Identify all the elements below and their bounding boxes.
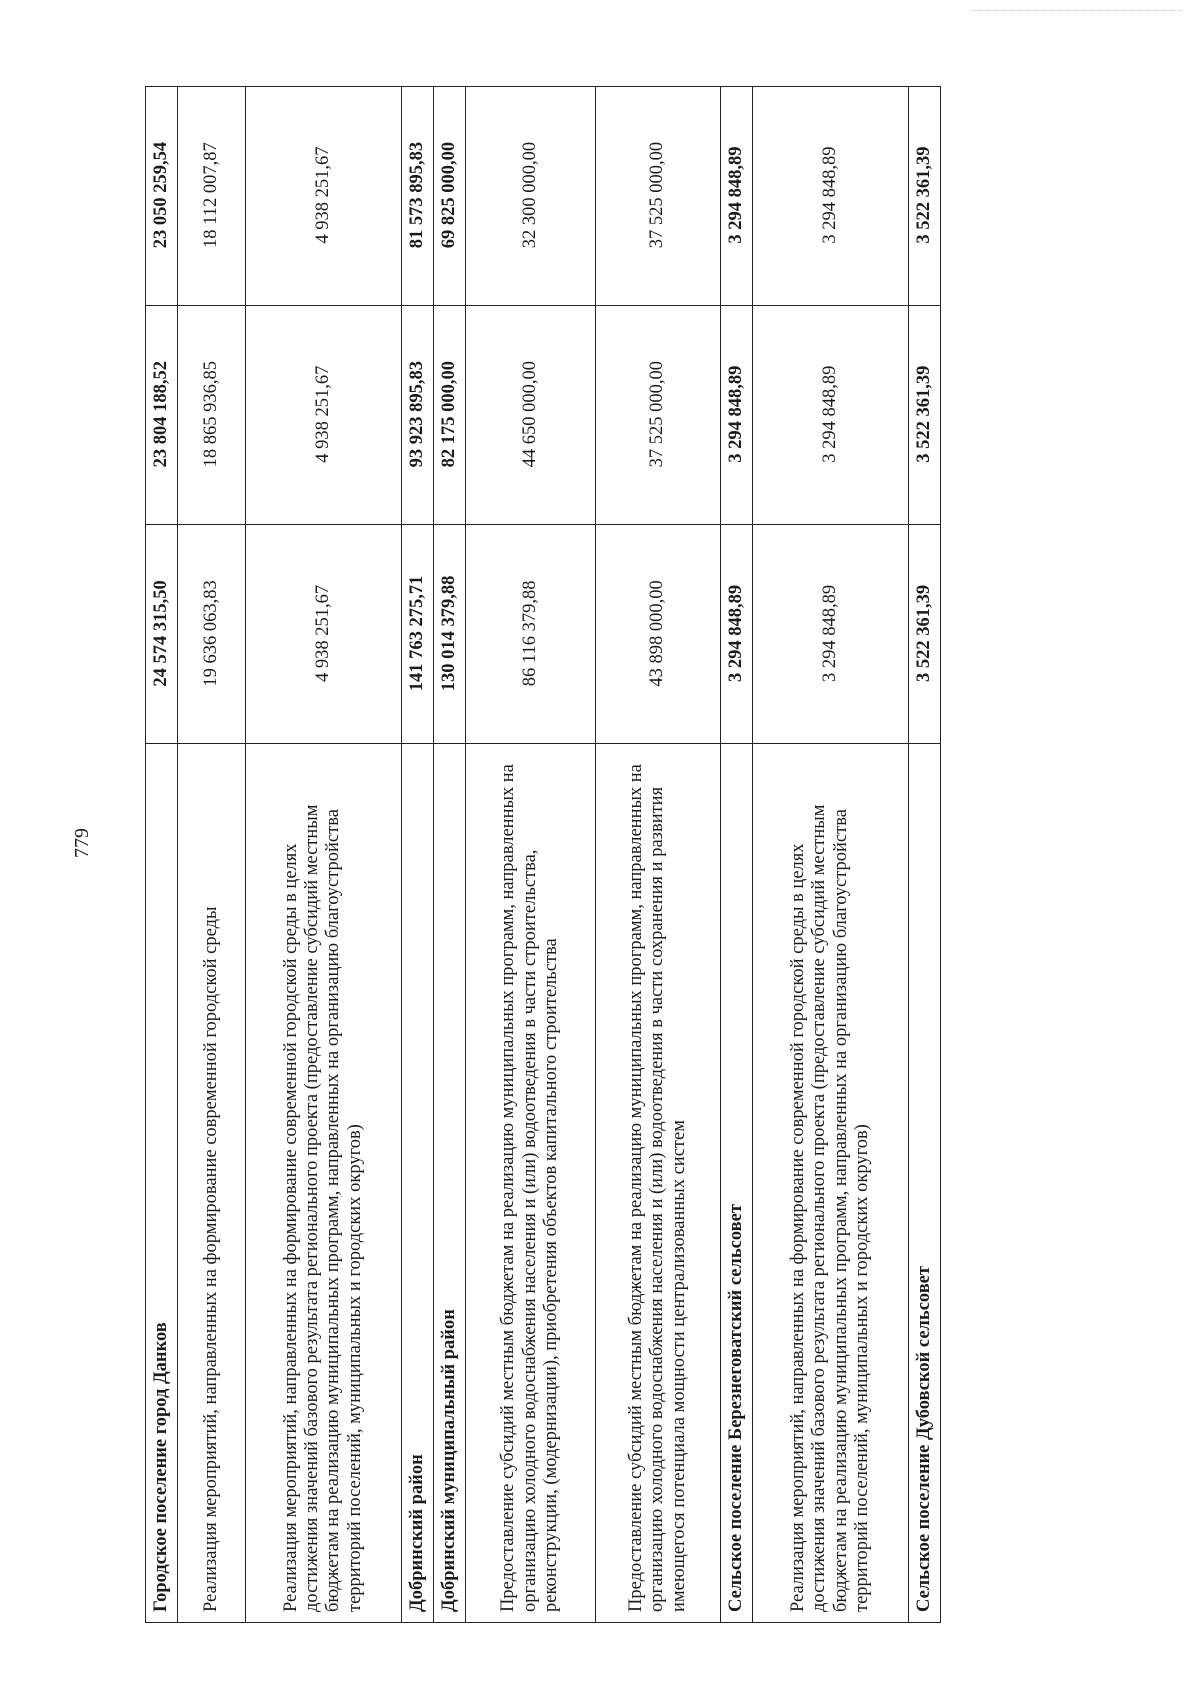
table-row (401, 87, 433, 1623)
row-value-2: 3 522 361,39 (908, 306, 940, 525)
row-value-1: 3 294 848,89 (721, 525, 753, 744)
row-name: Реализация мероприятий, направленных на формирование современной городской среды в целях достижения значений базового результата регионального проекта (предоставление субсидий местным бюджетам на реализацию муниципальных программ, направленных на организацию благоустройства территорий поселений, муниципальных и городских округов) (753, 744, 909, 1623)
row-value-2: 23 804 188,52 (146, 306, 178, 525)
row-value-3: 37 525 000,00 (595, 87, 721, 306)
table-row (433, 87, 465, 1623)
row-value-3: 3 294 848,89 (721, 87, 753, 306)
row-value-2: 82 175 000,00 (433, 306, 465, 525)
table-row (465, 87, 595, 1623)
table-row (146, 87, 178, 1623)
row-value-1: 3 522 361,39 (908, 525, 940, 744)
row-value-1: 130 014 379,88 (433, 525, 465, 744)
table-row (908, 87, 940, 1623)
budget-table-rotated (145, 86, 941, 1623)
budget-table (145, 86, 941, 1623)
row-value-2: 4 938 251,67 (246, 306, 402, 525)
row-value-2: 44 650 000,00 (465, 306, 595, 525)
row-name: Городское поселение город Данков (146, 744, 178, 1623)
row-value-3: 3 522 361,39 (908, 87, 940, 306)
row-value-3: 23 050 259,54 (146, 87, 178, 306)
table-row (595, 87, 721, 1623)
budget-table-body (146, 87, 941, 1623)
row-name: Реализация мероприятий, направленных на формирование современной городской среды в целях достижения значений базового результата регионального проекта (предоставление субсидий местным бюджетам на реализацию муниципальных программ, направленных на организацию благоустройства территорий поселений, муниципальных и городских округов) (246, 744, 402, 1623)
row-value-1: 24 574 315,50 (146, 525, 178, 744)
row-name: Добринский район (401, 744, 433, 1623)
row-value-2: 18 865 936,85 (177, 306, 245, 525)
row-value-1: 3 294 848,89 (753, 525, 909, 744)
row-value-1: 19 636 063,83 (177, 525, 245, 744)
row-name: Реализация мероприятий, направленных на формирование современной городской среды (177, 744, 245, 1623)
table-row (753, 87, 909, 1623)
row-name: Предоставление субсидий местным бюджетам на реализацию муниципальных программ, направленных на организацию холодного водоснабжения населения и (или) водоотведения в части строительства, реконструкции, (модернизации), приобретения объектов капитального строительства (465, 744, 595, 1623)
table-row (246, 87, 402, 1623)
table-row (177, 87, 245, 1623)
row-value-3: 18 112 007,87 (177, 87, 245, 306)
row-value-3: 81 573 895,83 (401, 87, 433, 306)
row-value-3: 32 300 000,00 (465, 87, 595, 306)
row-value-2: 93 923 895,83 (401, 306, 433, 525)
row-value-3: 4 938 251,67 (246, 87, 402, 306)
row-value-1: 86 116 379,88 (465, 525, 595, 744)
row-value-1: 4 938 251,67 (246, 525, 402, 744)
row-name: Сельское поселение Березнеговатский сельсовет (721, 744, 753, 1623)
row-name: Предоставление субсидий местным бюджетам на реализацию муниципальных программ, направленных на организацию холодного водоснабжения населения и (или) водоотведения в части сохранения и развития имеющегося потенциала мощности централизованных систем (595, 744, 721, 1623)
table-row (721, 87, 753, 1623)
row-name: Сельское поселение Дубовской сельсовет (908, 744, 940, 1623)
row-value-3: 3 294 848,89 (753, 87, 909, 306)
row-value-2: 3 294 848,89 (721, 306, 753, 525)
row-value-2: 37 525 000,00 (595, 306, 721, 525)
page-number: 779 (71, 828, 93, 858)
row-value-1: 43 898 000,00 (595, 525, 721, 744)
row-value-3: 69 825 000,00 (433, 87, 465, 306)
scan-edge-mark (972, 10, 1182, 11)
row-name: Добринский муниципальный район (433, 744, 465, 1623)
row-value-2: 3 294 848,89 (753, 306, 909, 525)
row-value-1: 141 763 275,71 (401, 525, 433, 744)
